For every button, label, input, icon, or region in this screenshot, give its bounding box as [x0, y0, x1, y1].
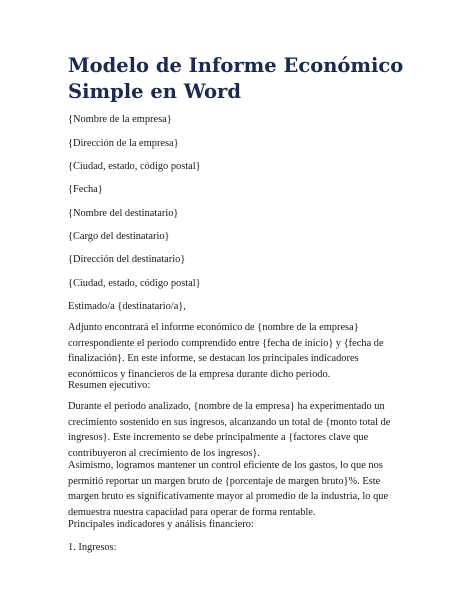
company-name-field: {Nombre de la empresa} [68, 114, 172, 125]
indicators-heading: Principales indicadores y análisis financiero: [68, 519, 254, 530]
document-title: Modelo de Informe Económico Simple en Word [68, 54, 404, 103]
summary-paragraph-1: Durante el periodo analizado, {nombre de la empresa} ha experimentado un crecimiento sostenido en sus ingresos, alcanzando un total de {monto total de ingresos}. Este incremento se debe principalmente a {factores clave que contribuyeron al crecimiento de los ingresos}. [68, 401, 391, 459]
recipient-address-field: {Dirección del destinatario} [68, 254, 186, 265]
income-item: 1. Ingresos: [68, 542, 117, 553]
summary-paragraph-2: Asimismo, logramos mantener un control eficiente de los gastos, lo que nos permitió reportar un margen bruto de {porcentaje de margen bruto}%. Este margen bruto es significativamente mayor al promedio de la industria, lo que demuestra nuestra capacidad para operar de forma rentable. [68, 460, 389, 518]
date-field: {Fecha} [68, 184, 103, 195]
company-address-field: {Dirección de la empresa} [68, 138, 179, 149]
company-city-field: {Ciudad, estado, código postal} [68, 161, 201, 172]
recipient-city-field: {Ciudad, estado, código postal} [68, 278, 201, 289]
recipient-name-field: {Nombre del destinatario} [68, 208, 179, 219]
intro-paragraph: Adjunto encontrará el informe económico de {nombre de la empresa} correspondiente el periodo comprendido entre {fecha de inicio} y {fecha de finalización}. En este informe, se destacan los principales indicadores económicos y financieros de la empresa durante dicho periodo. [68, 322, 384, 380]
summary-heading: Resumen ejecutivo: [68, 380, 151, 391]
recipient-position-field: {Cargo del destinatario} [68, 231, 170, 242]
greeting: Estimado/a {destinatario/a}, [68, 301, 186, 312]
